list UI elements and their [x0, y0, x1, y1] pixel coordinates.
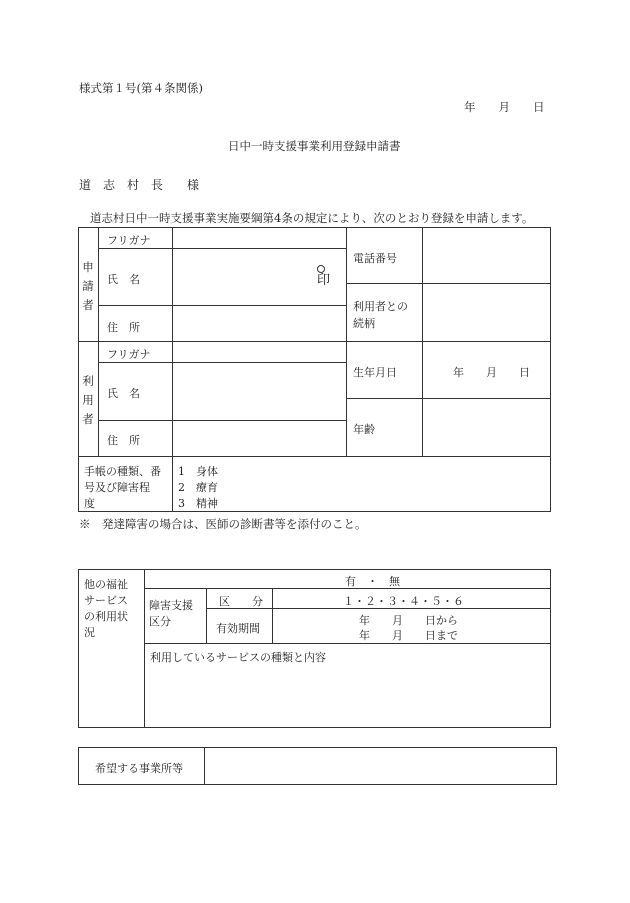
period-label-cell: 有効期間 — [206, 608, 273, 644]
phone-label-cell: 電話番号 — [346, 227, 423, 284]
handbook-options-cell[interactable] — [172, 456, 551, 512]
applicant-address-input[interactable] — [172, 305, 347, 342]
division-value-cell[interactable] — [272, 588, 551, 609]
handbook-option-physical[interactable]: 1 身体 — [178, 465, 218, 478]
user-furigana-input[interactable] — [172, 341, 347, 363]
welfare-label-cell: 他の福祉 サービス の利用状 況 — [78, 569, 145, 728]
handbook-option-mental[interactable]: 3 精神 — [178, 497, 218, 510]
services-label: 利用しているサービスの種類と内容 — [150, 651, 326, 664]
intro-text: 道志村日中一時支援事業実施要綱第4条の規定により、次のとおり登録を申請します。 — [90, 211, 534, 225]
age-input[interactable] — [422, 398, 551, 457]
period-to[interactable]: 年 月 日まで — [359, 629, 458, 642]
applicant-section-cell — [78, 227, 99, 342]
applicant-address-label-cell: 住 所 — [98, 305, 173, 342]
desired-office-input[interactable] — [204, 747, 557, 785]
handbook-option-intellectual[interactable]: 2 療育 — [178, 481, 218, 494]
user-name-input[interactable] — [172, 362, 347, 421]
user-section-label: 利 用 者 — [82, 374, 94, 426]
user-address-label-cell: 住 所 — [98, 420, 173, 457]
yes-no-choice[interactable]: 有 ・ 無 — [345, 575, 400, 588]
handbook-label-cell: 手帳の種類、番 号及び障害程 度 — [78, 456, 173, 512]
user-section-cell — [78, 341, 99, 457]
user-name-label-cell: 氏 名 — [98, 362, 173, 421]
applicant-name-label-cell: 氏 名 — [98, 248, 173, 306]
applicant-furigana-input[interactable] — [172, 227, 347, 249]
note-text: ※ 発達障害の場合は、医師の診断書等を添付のこと。 — [79, 517, 367, 531]
relation-label-cell: 利用者との 続柄 — [346, 283, 423, 342]
birthdate-input[interactable]: 年 月 日 — [422, 341, 551, 399]
support-division-label-cell: 障害支援 区分 — [144, 588, 207, 644]
age-label-cell: 年齢 — [346, 398, 423, 457]
relation-input[interactable] — [422, 283, 551, 342]
addressee: 道 志 村 長 様 — [79, 178, 200, 192]
period-value-cell[interactable] — [272, 608, 551, 644]
period-from[interactable]: 年 月 日から — [359, 614, 458, 627]
form-number: 様式第１号(第４条関係) — [79, 81, 203, 95]
division-label-cell: 区 分 — [206, 588, 273, 609]
applicant-name-input[interactable] — [172, 248, 347, 306]
desired-office-label-cell: 希望する事業所等 — [78, 747, 205, 785]
date-line[interactable]: 年 月 日 — [464, 100, 545, 114]
yes-no-cell[interactable] — [144, 569, 551, 589]
user-furigana-label-cell: フリガナ — [98, 341, 173, 363]
applicant-furigana-label-cell: フリガナ — [98, 227, 173, 249]
seal-circle-icon — [317, 265, 325, 273]
user-address-input[interactable] — [172, 420, 347, 457]
applicant-section-label: 申 請 者 — [82, 260, 94, 312]
birthdate-label-cell: 生年月日 — [346, 341, 423, 399]
phone-input[interactable] — [422, 227, 551, 284]
division-options[interactable]: １・２・３・４・５・６ — [343, 595, 464, 608]
seal-mark: 印 — [317, 273, 331, 288]
services-content-cell[interactable] — [144, 643, 551, 728]
form-title: 日中一時支援事業利用登録申請書 — [228, 139, 401, 153]
